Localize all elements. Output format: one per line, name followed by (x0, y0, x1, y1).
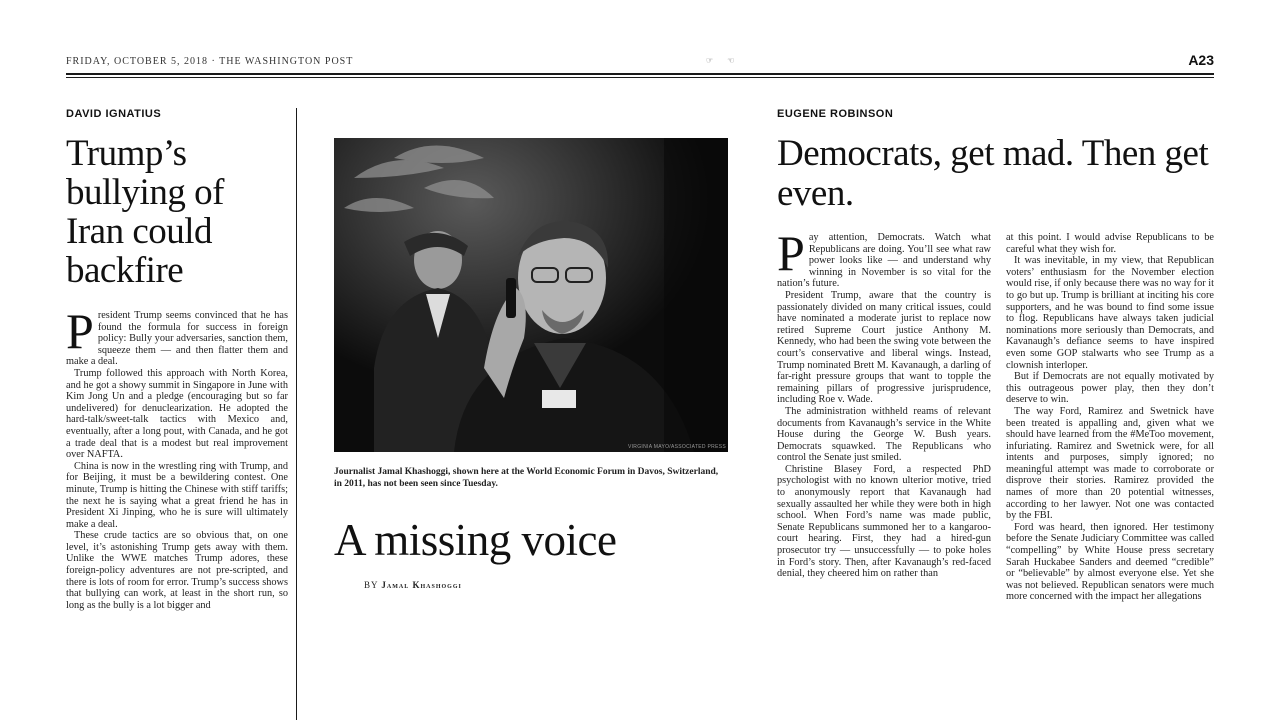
right-dropcap: P (777, 225, 805, 281)
right-paragraph-3: The administration withheld reams of relevant documents from Kavanaugh’s service in the White House during the George W. Bush years. Democrats squawked. The Republicans who control the Senate just smiled. (777, 405, 991, 464)
right-paragraph-2: President Trump, aware that the country is passionately divided on many critical issues, could have nominated a moderate jurist to replace now retired Supreme Court justice Anthony M. Kennedy, who had been the swing vote between the court’s conservative and liberal wings. Instead, Trump nominated Brett M. Kavanaugh, a darling of far-right pressure groups that want to topple the remaining pillars of progressive jurisprudence, including Roe v. Wade. (777, 289, 991, 406)
left-paragraph-1: President Trump seems convinced that he has found the formula for success in foreign policy: Bully your adversaries, sanction them, squeeze them — and then flatter them and make a deal. (66, 303, 288, 368)
left-paragraph-3: China is now in the wrestling ring with Trump, and for Beijing, it must be a bewildering contest. One minute, Trump is hitting the Chinese with stiff tariffs; the next he is saying what a great friend he has in President Xi Jinping, who he is sure will ultimately make a deal. (66, 460, 288, 530)
left-author: DAVID IGNATIUS (66, 108, 162, 120)
right-col2-paragraph-2: It was inevitable, in my view, that Republican voters’ enthusiasm for the November election would rise, if only because there was no way for it to go but up. Trump is brilliant at inciting his core supporters, and he was bound to find some issue to flog. Republicans have always taken judicial nominations more seriously than Democrats, and Kavanaugh’s defiance seems to have inspired even some GOP stalwarts who see Trump as a clownish interloper. (1006, 255, 1214, 371)
photo-caption: Journalist Jamal Khashoggi, shown here at the World Economic Forum in Davos, Switzerland, in 2011, has not been seen since Tuesday. (334, 467, 719, 489)
right-col2-paragraph-3: But if Democrats are not equally motivated by this outrageous power play, then they don’t deserve to win. (1006, 371, 1214, 406)
masthead (66, 52, 1214, 68)
center-story (334, 138, 728, 590)
khashoggi-photo (334, 138, 728, 452)
right-col2-paragraph-1: at this point. I would advise Republicans to be careful what they wish for. (1006, 232, 1214, 255)
photo-illustration (334, 138, 728, 452)
photo-credit: VIRGINIA MAYO/ASSOCIATED PRESS (627, 444, 726, 450)
right-body-col1 (777, 225, 991, 580)
byline-prefix: BY (364, 580, 379, 590)
page-number: A23 (1188, 52, 1214, 68)
right-author: EUGENE ROBINSON (777, 108, 894, 120)
left-paragraph-4: These crude tactics are so obvious that, on one level, it’s astonishing Trump gets away with them. Unlike the WWE matches Trump adores, these foreign-policy adventures are not pre-scripted, and there is lots of room for error. Trump’s success shows that bullying can work, at least in the short run, so long as the bully is a lot bigger and (66, 530, 288, 611)
right-body-col2 (1006, 232, 1214, 603)
right-col2-paragraph-5: Ford was heard, then ignored. Her testimony before the Senate Judiciary Committee was called “compelling” by White House press secretary Sarah Huckabee Sanders and deemed “credible” or “believable” by almost everyone else. Yet she was not believed. Republican senators were much more concerned with the impact her allegations (1006, 521, 1214, 603)
center-byline (364, 580, 728, 590)
left-headline: Trump’s bullying of Iran could backfire (66, 133, 224, 291)
press-marks: ☞ ☜ (706, 56, 741, 65)
right-paragraph-1: Pay attention, Democrats. Watch what Republicans are doing. You’ll see what raw power looks like — and understand why winning in November is so vital for the nation’s future. (777, 225, 991, 290)
left-dropcap: P (66, 303, 94, 359)
right-headline: Democrats, get mad. Then get even. (777, 133, 1209, 214)
byline-name: Jamal Khashoggi (381, 580, 462, 590)
column-divider (296, 108, 297, 720)
right-paragraph-4: Christine Blasey Ford, a respected PhD psychologist with no known ulterior motive, tried to anonymously report that Kavanaugh had sexually assaulted her while they were both in high school. When Ford’s name was made public, Senate Republicans summoned her to a kangaroo-court hearing. First, they had a hired-gun prosecutor try — unsuccessfully — to poke holes in Ford’s story. Then, after Kavanaugh’s red-faced denial, they cheered him on rather than (777, 463, 991, 580)
header-rule (66, 73, 1214, 75)
date-line: FRIDAY, OCTOBER 5, 2018 · THE WASHINGTON POST (66, 56, 354, 67)
header-rule-thin (66, 77, 1214, 78)
left-body (66, 303, 288, 611)
left-paragraph-2: Trump followed this approach with North Korea, and he got a showy summit in Singapore in June with Kim Jong Un and a pledge (encouraging but so far undelivered) for denuclearization. He adopted the hard-talk/sweet-talk tactics with Mexico and, eventually, after a long pout, with Canada, and he got a trade deal that is a modest but real improvement over NAFTA. (66, 367, 288, 461)
right-col2-paragraph-4: The way Ford, Ramirez and Swetnick have been treated is appalling and, given what we should have learned from the #MeToo movement, infuriating. Ramirez and Swetnick were, for all intents and purposes, simply ignored; no meaningful attempt was made to corroborate or disprove their stories. Ramirez provided the names of more than 20 potential witnesses, according to her lawyer. Not one was contacted by the FBI. (1006, 405, 1214, 522)
center-headline: A missing voice (334, 515, 617, 565)
